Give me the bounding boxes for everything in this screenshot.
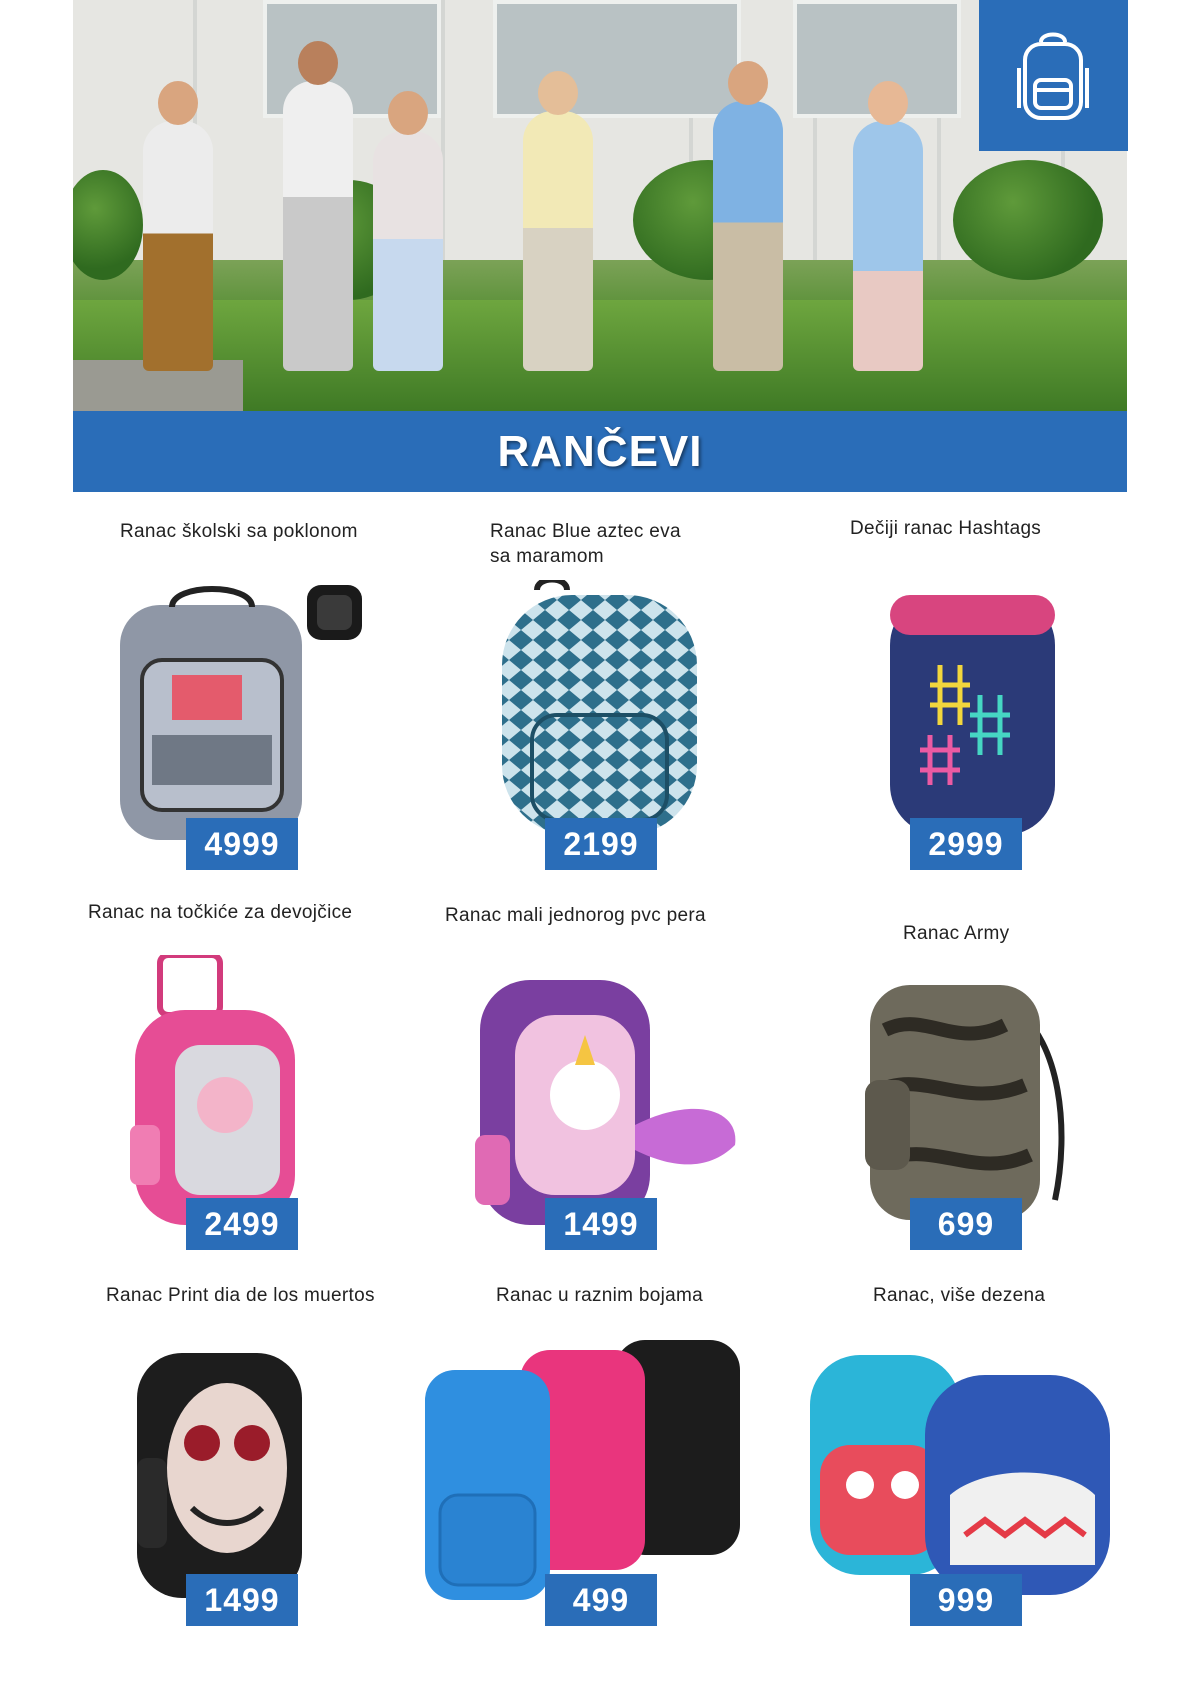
child-figure xyxy=(283,81,353,371)
backpack-image-hashtags xyxy=(880,585,1065,845)
backpack-image-army xyxy=(865,970,1075,1225)
backpack-image-day-of-the-dead xyxy=(132,1348,307,1603)
backpack-image-trolley-girls xyxy=(130,955,300,1230)
product-name: Ranac školski sa poklonom xyxy=(120,521,358,542)
product-name: Dečiji ranac Hashtags xyxy=(850,518,1042,539)
backpack-image-assorted-colors xyxy=(425,1330,745,1610)
price-tag: 2999 xyxy=(910,818,1022,870)
bush xyxy=(953,160,1103,280)
backpack-image-city-print xyxy=(112,585,372,845)
product-name: Ranac mali jednorog pvc pera xyxy=(445,905,706,926)
price-tag: 1499 xyxy=(545,1198,657,1250)
section-banner xyxy=(73,411,1127,492)
child-figure xyxy=(373,131,443,371)
product-name: Ranac Blue aztec eva sa maramom xyxy=(490,521,681,567)
product-name: Ranac u raznim bojama xyxy=(496,1285,703,1306)
hero-photo-children-running xyxy=(73,0,1127,411)
child-figure xyxy=(143,121,213,371)
price-tag: 699 xyxy=(910,1198,1022,1250)
window xyxy=(493,0,741,118)
child-figure xyxy=(523,111,593,371)
price-tag: 999 xyxy=(910,1574,1022,1626)
backpack-image-kids-animals xyxy=(805,1335,1120,1600)
backpack-image-aztec xyxy=(497,580,707,840)
product-name: Ranac na točkiće za devojčice xyxy=(88,902,353,923)
child-figure xyxy=(853,121,923,371)
backpack-icon xyxy=(1017,28,1089,124)
product-name: Ranac, više dezena xyxy=(873,1285,1046,1306)
price-tag: 4999 xyxy=(186,818,298,870)
price-tag: 2199 xyxy=(545,818,657,870)
backpack-image-unicorn xyxy=(475,975,740,1230)
product-name: Ranac Print dia de los muertos xyxy=(106,1285,375,1306)
price-tag: 499 xyxy=(545,1574,657,1626)
price-tag: 2499 xyxy=(186,1198,298,1250)
section-title: RANČEVI xyxy=(497,427,703,476)
category-icon-box xyxy=(979,0,1128,151)
product-name: Ranac Army xyxy=(903,923,1010,944)
child-figure xyxy=(713,101,783,371)
price-tag: 1499 xyxy=(186,1574,298,1626)
